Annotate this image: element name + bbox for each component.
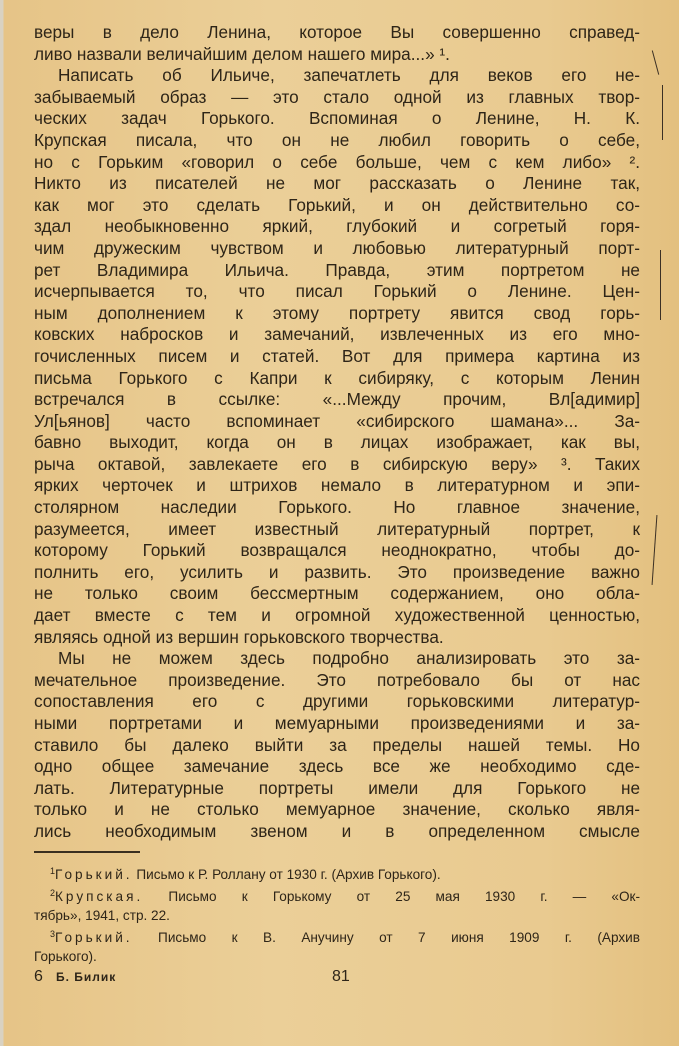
text-line: ческих задач Горького. Вспоминая о Ленине, Н. К. <box>34 108 640 129</box>
paragraph <box>34 65 640 648</box>
footnote-number: 2 <box>50 888 56 898</box>
text-line: ными портретами и мемуарными произведениями и за- <box>34 713 640 733</box>
footnote-text: Письмо к Горькому от 25 мая 1930 г. — «Ок- <box>168 889 640 904</box>
footnote-number: 1 <box>50 866 56 876</box>
footnote-line <box>34 925 640 947</box>
page-number: 81 <box>332 968 350 985</box>
text-line: ставило бы далеко выйти за пределы нашей темы. Но <box>34 734 640 755</box>
text-line: ливо назвали величайшим делом нашего мира...» ¹. <box>34 43 450 64</box>
signature-number: 6 <box>34 968 43 985</box>
text-line: исчерпывается то, что писал Горький о Ленине. Цен- <box>34 281 640 302</box>
text-line: чим дружеским чувством и любовью литературный порт- <box>34 237 640 258</box>
footnote-author: Горький. <box>55 930 133 945</box>
text-line: гочисленных писем и статей. Вот для примера картина из <box>34 345 640 366</box>
footnote-line <box>34 884 640 906</box>
paragraph <box>34 22 640 65</box>
footnote-line <box>34 862 640 884</box>
text-line: которому Горький возвращался неоднократно, чтобы до- <box>34 540 640 561</box>
text-line: сопоставления его с другими горьковскими литератур- <box>34 691 640 712</box>
text-line: ковских набросков и замечаний, извлеченных из его мно- <box>34 324 640 345</box>
text-line: лись необходимым звеном и в определенном смысле <box>34 820 640 841</box>
footnote-divider <box>34 851 140 853</box>
footnote <box>34 862 640 884</box>
text-line: бавно выходит, когда он в лицах изображает, как вы, <box>34 432 640 453</box>
text-line: только и не столько мемуарное значение, сколько явля- <box>34 799 640 820</box>
text-line: письма Горького с Капри к сибиряку, с которым Ленин <box>34 367 640 388</box>
text-line: Крупская писала, что он не любил говорить о себе, <box>34 129 640 150</box>
text-line: Написать об Ильиче, запечатлеть для веков его не- <box>58 65 640 86</box>
text-line: дает вместе с тем и огромной художественной ценностью, <box>34 605 640 626</box>
paragraph <box>34 648 640 842</box>
text-line: Ул[ьянов] часто вспоминает «сибирского шамана»... За- <box>34 410 640 431</box>
footnote <box>34 925 640 966</box>
footnotes <box>34 862 640 966</box>
footnote <box>34 884 640 925</box>
text-line: встречался в ссылке: «...Между прочим, Вл[адимир] <box>34 389 640 410</box>
signature-name: Б. Билик <box>56 970 117 984</box>
text-line: столярном наследии Горького. Но главное значение, <box>34 497 640 518</box>
text-line: рыча октавой, завлекаете его в сибирскую веру» ³. Таких <box>34 453 640 474</box>
text-line: ным дополнением к этому портрету явится свод горь- <box>34 302 640 323</box>
text-line: как мог это сделать Горький, и он действительно со- <box>34 194 640 215</box>
pencil-margin-mark <box>652 515 658 585</box>
footnote-author: Горький. <box>55 867 133 882</box>
text-line: полнить его, усилить и развить. Это произведение важно <box>34 561 640 582</box>
text-line: ярких черточек и штрихов немало в литературном и эпи- <box>34 475 640 496</box>
footnote-author: Крупская. <box>55 889 144 904</box>
text-line: одно общее замечание здесь все же необходимо сде- <box>34 756 640 777</box>
pencil-margin-mark <box>660 250 661 320</box>
footnote-text: Письмо к Р. Роллану от 1930 г. (Архив Горького). <box>136 867 441 882</box>
text-line: веры в дело Ленина, которое Вы совершенно справед- <box>34 22 640 42</box>
footnote-line: Горького). <box>34 949 97 964</box>
text-line: разумеется, имеет известный литературный портрет, к <box>34 518 640 539</box>
footnote-line: тябрь», 1941, стр. 22. <box>34 908 170 923</box>
text-line: являясь одной из вершин горьковского творчества. <box>34 626 444 647</box>
text-line: забываемый образ — это стало одной из главных твор- <box>34 86 640 107</box>
footnote-text: Письмо к В. Анучину от 7 июня 1909 г. (Архив <box>158 930 640 945</box>
footnote-number: 3 <box>50 929 56 939</box>
text-line: но с Горьким «говорил о себе больше, чем с кем либо» ². <box>34 151 640 172</box>
text-line: не только своим бессмертным содержанием, оно обла- <box>34 583 640 604</box>
text-line: Никто из писателей не мог рассказать о Ленине так, <box>34 173 640 194</box>
text-line: Мы не можем здесь подробно анализировать это за- <box>58 648 640 669</box>
text-line: рет Владимира Ильича. Правда, этим портретом не <box>34 259 640 280</box>
text-line: здал необыкновенно яркий, глубокий и согретый горя- <box>34 216 640 237</box>
text-line: мечательное произведение. Это потребовало бы от нас <box>34 669 640 690</box>
text-line: лать. Литературные портреты имели для Горького не <box>34 777 640 798</box>
pencil-margin-mark <box>652 50 660 74</box>
body-text <box>34 22 640 843</box>
pencil-margin-mark <box>662 85 663 140</box>
